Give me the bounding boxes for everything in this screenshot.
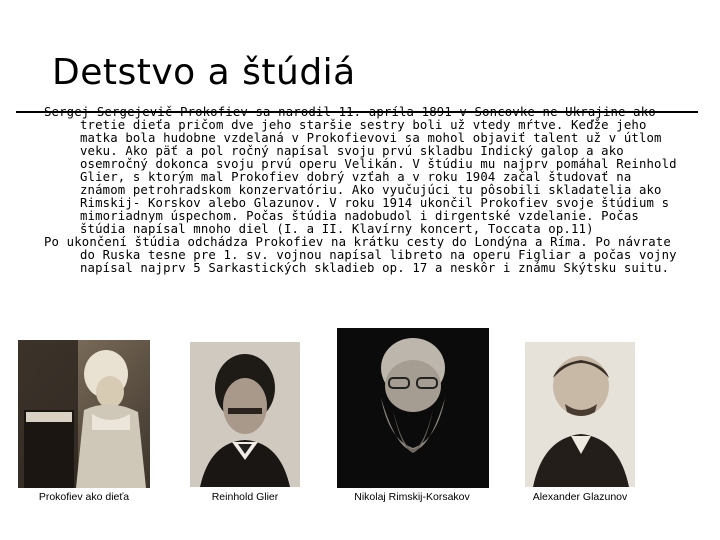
- slide-title: Detstvo a štúdiá: [52, 52, 356, 93]
- paragraph-after-studies: Po ukončení štúdia odchádza Prokofiev na krátku cesty do Londýna a Ríma. Po návrate do Ruska tesne pre 1. sv. vojnou napísal libreto na operu Figliar a počas vojny napísal najprv 5 Sarkastických skladieb op. 17 a neskôr i známu Skýtsku suitu.: [44, 235, 677, 275]
- paragraph-childhood: Sergej Sergejevič Prokofiev sa narodil 11. apríla 1891 v Soncovke ne Ukrajine ako tretie dieťa pričom dve jeho staršie sestry boli už vtedy mŕtve. Keďže jeho matka bola hudobne vzdelaná v Prokofievovi sa mohol objaviť talent už v útlom veku. Ako päť a pol ročný napísal svoju prvú skladbu Indický galop a ako osemročný dokonca svoju prvú operu Velikán. V štúdiu mu najprv pomáhal Reinhold Glier, s ktorým mal Prokofiev dobrý vzťah a v roku 1904 začal študovať na známom petrohradskom konzervatóriu. Ako vyučujúci tu pôsobili skladatelia ako Rimskij- Korskov alebo Glazunov. V roku 1914 ukončil Prokofiev svoje štúdium s mimoriadnym úspechom. Počas štúdia nadobudol i dirgentské vzdelanie. Počas štúdia napísal mnoho diel (I. a II. Klavírny koncert, Toccata op.11): [44, 105, 677, 236]
- photo-rimskij-korsakov: [337, 328, 489, 488]
- caption-reinhold-glier: Reinhold Glier: [211, 491, 279, 503]
- photo-prokofiev-child: [18, 340, 150, 488]
- photo-alexander-glazunov: [525, 342, 635, 487]
- slide-body: [44, 106, 684, 275]
- caption-alexander-glazunov: Alexander Glazunov: [532, 491, 628, 503]
- caption-rimskij-korsakov: Nikolaj Rimskij-Korsakov: [354, 491, 470, 503]
- caption-prokofiev-child: Prokofiev ako dieťa: [38, 491, 130, 503]
- photo-reinhold-glier: [190, 342, 300, 487]
